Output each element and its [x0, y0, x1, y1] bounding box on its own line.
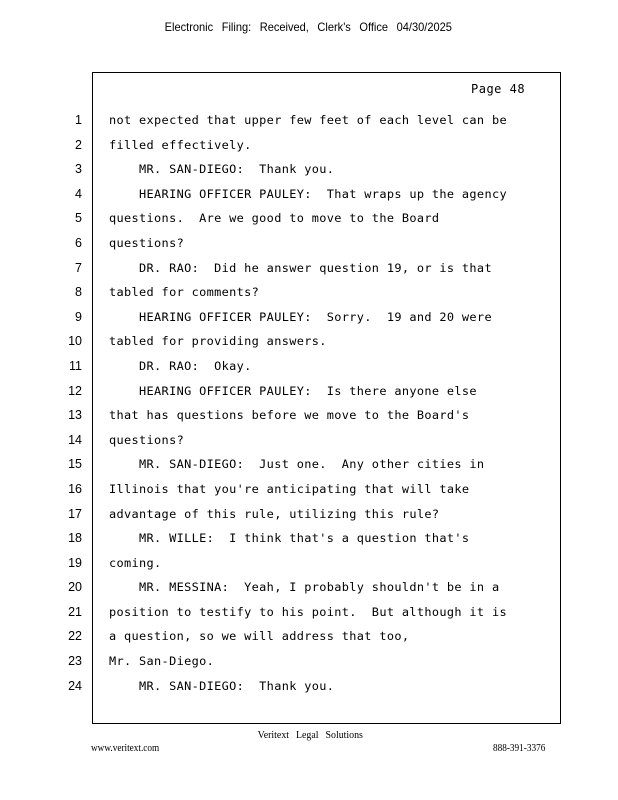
transcript-line [0, 452, 618, 477]
line-text: HEARING OFFICER PAULEY: Sorry. 19 and 20 were [109, 309, 492, 324]
line-text: not expected that upper few feet of each level can be [109, 113, 507, 127]
line-number: 21 [68, 604, 82, 619]
line-number: 7 [75, 260, 82, 275]
line-number: 2 [75, 137, 82, 152]
line-number: 9 [75, 309, 82, 324]
line-text: tabled for comments? [109, 285, 260, 300]
transcript-line [0, 280, 618, 305]
line-text: questions? [109, 432, 185, 447]
line-number: 10 [68, 334, 82, 349]
line-number: 8 [75, 285, 82, 300]
line-number: 13 [68, 408, 82, 423]
transcript-line [0, 674, 618, 699]
transcript-lines [0, 108, 618, 698]
line-number: 15 [68, 457, 82, 472]
line-number: 3 [75, 162, 82, 177]
line-text: Mr. San-Diego. [109, 654, 215, 669]
line-number: 23 [68, 654, 82, 669]
transcript-line [0, 649, 618, 674]
transcript-line [0, 231, 618, 256]
line-text: questions? [109, 235, 185, 250]
transcript-line [0, 502, 618, 527]
line-number: 14 [68, 432, 82, 447]
transcript-line [0, 206, 618, 231]
line-text: position to testify to his point. But although it is [109, 604, 507, 619]
transcript-line [0, 600, 618, 625]
line-number: 11 [69, 358, 82, 373]
transcript-line [0, 256, 618, 281]
transcript-line [0, 157, 618, 182]
line-text: advantage of this rule, utilizing this rule? [109, 506, 440, 521]
footer-company: Veritext Legal Solutions [257, 729, 363, 741]
line-number: 19 [68, 555, 82, 570]
filing-stamp-header: Electronic Filing: Received, Clerk's Office 04/30/2025 [164, 20, 452, 34]
line-number: 16 [68, 481, 82, 496]
line-number: 24 [68, 678, 82, 693]
line-text: DR. RAO: Did he answer question 19, or is that [109, 260, 492, 275]
transcript-line [0, 551, 618, 576]
line-text: tabled for providing answers. [109, 334, 327, 349]
transcript-line [0, 526, 618, 551]
line-text: DR. RAO: Okay. [109, 358, 252, 373]
transcript-line [0, 477, 618, 502]
line-text: that has questions before we move to the Board's [109, 408, 470, 423]
line-text: a question, so we will address that too, [109, 629, 410, 644]
transcript-line [0, 305, 618, 330]
transcript-line [0, 329, 618, 354]
transcript-line [0, 428, 618, 453]
line-number: 4 [75, 186, 82, 201]
line-number: 5 [75, 211, 82, 226]
transcript-line [0, 624, 618, 649]
line-number: 1 [75, 113, 82, 127]
line-text: MR. SAN-DIEGO: Thank you. [109, 162, 335, 177]
transcript-line [0, 354, 618, 379]
transcript-line [0, 575, 618, 600]
footer-phone: 888-391-3376 [493, 743, 546, 754]
transcript-line [0, 379, 618, 404]
transcript-line [0, 403, 618, 428]
line-number: 12 [68, 383, 82, 398]
line-text: MR. MESSINA: Yeah, I probably shouldn't be in a [109, 580, 500, 595]
line-text: filled effectively. [109, 137, 252, 152]
transcript-line [0, 108, 618, 133]
line-text: Illinois that you're anticipating that will take [109, 481, 470, 496]
footer-website: www.veritext.com [91, 743, 160, 754]
line-text: MR. SAN-DIEGO: Thank you. [109, 678, 335, 693]
line-text: coming. [109, 555, 162, 570]
line-text: MR. WILLE: I think that's a question that's [109, 531, 470, 546]
transcript-line [0, 133, 618, 158]
line-text: HEARING OFFICER PAULEY: That wraps up the agency [109, 186, 507, 201]
line-text: HEARING OFFICER PAULEY: Is there anyone else [109, 383, 477, 398]
line-number: 6 [75, 235, 82, 250]
line-text: MR. SAN-DIEGO: Just one. Any other cities in [109, 457, 485, 472]
line-number: 22 [68, 629, 82, 644]
line-number: 20 [68, 580, 82, 595]
page-number: Page 48 [471, 82, 526, 96]
line-number: 18 [68, 531, 82, 546]
line-text: questions. Are we good to move to the Board [109, 211, 440, 226]
transcript-line [0, 182, 618, 207]
line-number: 17 [68, 506, 82, 521]
